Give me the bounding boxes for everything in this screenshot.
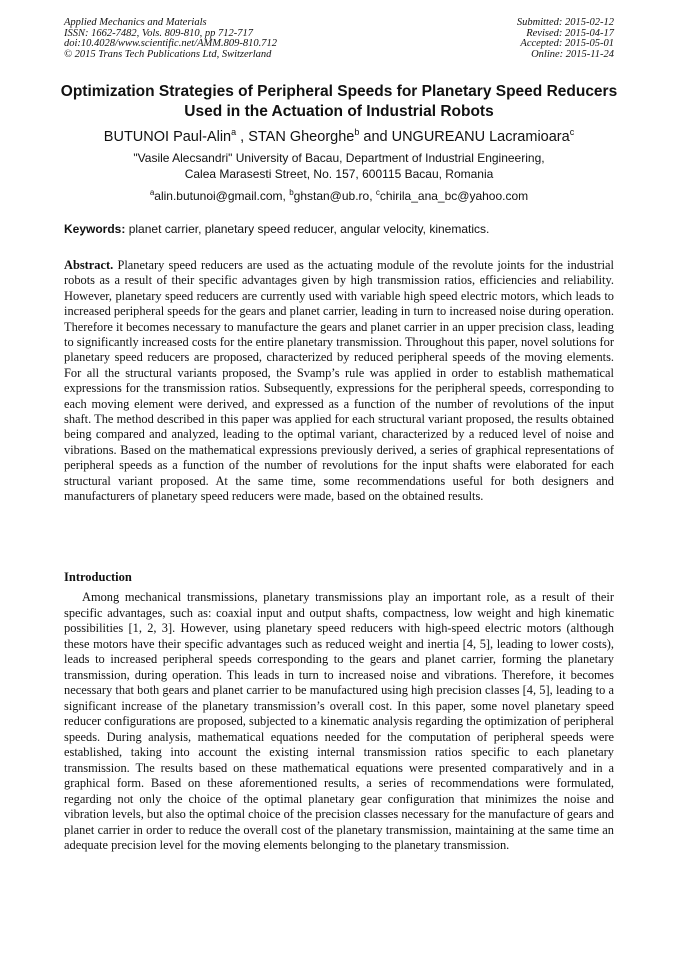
doi-line: doi:10.4028/www.scientific.net/AMM.809-810.712: [64, 38, 277, 49]
email-marker: b: [289, 188, 294, 197]
affiliation: [60, 150, 618, 182]
email-link[interactable]: ghstan@ub.ro: [293, 189, 370, 203]
introduction-text: Among mechanical transmissions, planetary transmissions play an important role, as a result of their specific advantages, such as: coaxial input and output shafts, compactness, low weight and high kinematic possibilities [1, 2, 3]. However, using planetary speed reducers with high-speed electric motors (although these motors have their specific advantages such as reduced weight and inertia [4, 5], leading to lower costs), leads to increased peripheral speeds corresponding to the gears and planet carrier, forming the planetary transmission, during operation. This leads in turn to increased noise and vibrations. Therefore, it becomes necessary that both gears and planet carrier to be manufactured using high precision classes [4, 5], leading to a significant increase of the planetary transmission’s overall cost. In this paper, some novel planetary speed reducer configurations are proposed, subjected to a kinematic analysis regarding the optimization of peripheral speeds. During analysis, mathematical equations needed for the computation of peripheral speeds were established, taking into account the existing internal transmission ratios specific to each planetary transmission. The results based on these mathematical equations were presented comparatively and in a graphical form. Based on these aforementioned results, a series of recommendations were formulated, regarding not only the choice of the optimal planetary gear configuration that minimizes the noise and vibration levels, but also the optimal choice of the precision classes necessary for the manufacture of gears and planet carrier in order to reduce the overall cost of the planetary transmission, maintaining at the same time an adequate precision level for the moving elements belonging to the planetary transmission.: [64, 590, 614, 852]
submission-dates: [517, 18, 614, 60]
accepted-date: Accepted: 2015-05-01: [520, 38, 614, 49]
abstract-text: Planetary speed reducers are used as the actuating module of the revolute joints for the industrial robots as a result of their specific advantages given by high transmission ratios, efficiencies and reliability. However, planetary speed reducers are currently used with variable high speed electric motors, which leads to increased peripheral speeds for the gears and planet carrier, leading in turn to increased noise during operation. Therefore it becomes necessary to manufacture the gears and planet carrier in an upper precision class, leading to significantly increased costs for the entire planetary transmission. Throughout this paper, novel solutions for planetary speed reducers are proposed, characterized by reduced peripheral speeds of the moving elements. For all the structural variants proposed, the Svamp’s rule was applied in order to establish mathematical expressions for the transmission ratios. Subsequently, expressions for the peripheral speeds, corresponding to each moving element were derived, and expressed as a function of the number of revolutions of the input shaft. The method described in this paper was applied for each structural variant proposed, the results obtained being compared and analyzed, leading to the optimal variant, characterized by a reduced level of noise and vibrations. Based on the mathematical expressions previously derived, a series of graphical representations of peripheral speeds as a function of the number of revolutions for the input shafts were elaborated for each structural variant proposed. At the same time, some recommendations useful for both designers and manufacturers of planetary speed reducers were made, based on the obtained results.: [64, 258, 614, 504]
email-marker: a: [149, 188, 155, 197]
author-marker: b: [354, 127, 360, 137]
affiliation-line: "Vasile Alecsandri" University of Bacau, Department of Industrial Engineering,: [133, 151, 545, 165]
journal-name: Applied Mechanics and Materials: [64, 17, 207, 28]
keywords-label: Keywords:: [64, 222, 126, 236]
introduction-heading: Introduction: [64, 570, 132, 584]
keywords-text: planet carrier, planetary speed reducer, angular velocity, kinematics.: [128, 222, 490, 236]
submitted-date: Submitted: 2015-02-12: [516, 17, 614, 28]
author-name: BUTUNOI Paul-Alin: [103, 128, 232, 145]
email-link[interactable]: alin.butunoi@gmail.com: [154, 189, 283, 203]
online-date: Online: 2015-11-24: [531, 48, 614, 60]
email-marker: c: [375, 188, 380, 197]
journal-info: [64, 18, 277, 60]
paper-title: Optimization Strategies of Peripheral Speeds for Planetary Speed Reducers Used in the Actuation of Industrial Robots: [60, 83, 618, 120]
abstract: [64, 258, 614, 505]
affiliation-line: Calea Marasesti Street, No. 157, 600115 Bacau, Romania: [184, 167, 494, 181]
issn-line: ISSN: 1662-7482, Vols. 809-810, pp 712-717: [64, 27, 253, 39]
author-name: STAN Gheorghe: [248, 128, 355, 145]
revised-date: Revised: 2015-04-17: [526, 27, 614, 39]
copyright-line: © 2015 Trans Tech Publications Ltd, Switzerland: [64, 48, 272, 60]
keywords: [64, 221, 616, 237]
email-link[interactable]: chirila_ana_bc@yahoo.com: [379, 189, 529, 203]
author-marker: c: [569, 127, 575, 137]
author-marker: a: [231, 127, 237, 137]
abstract-label: Abstract.: [64, 258, 114, 272]
author-list: BUTUNOI Paul-Alin$^a$ , STAN Gheorghe$^b$ and UNGUREANU Lacramioara$^c$: [103, 127, 575, 145]
author-name: UNGUREANU Lacramioara: [391, 128, 570, 145]
author-emails: $^a$alin.butunoi@gmail.com, $^b$ghstan@ub.ro, $^c$chirila_ana_bc@yahoo.com: [149, 188, 529, 203]
